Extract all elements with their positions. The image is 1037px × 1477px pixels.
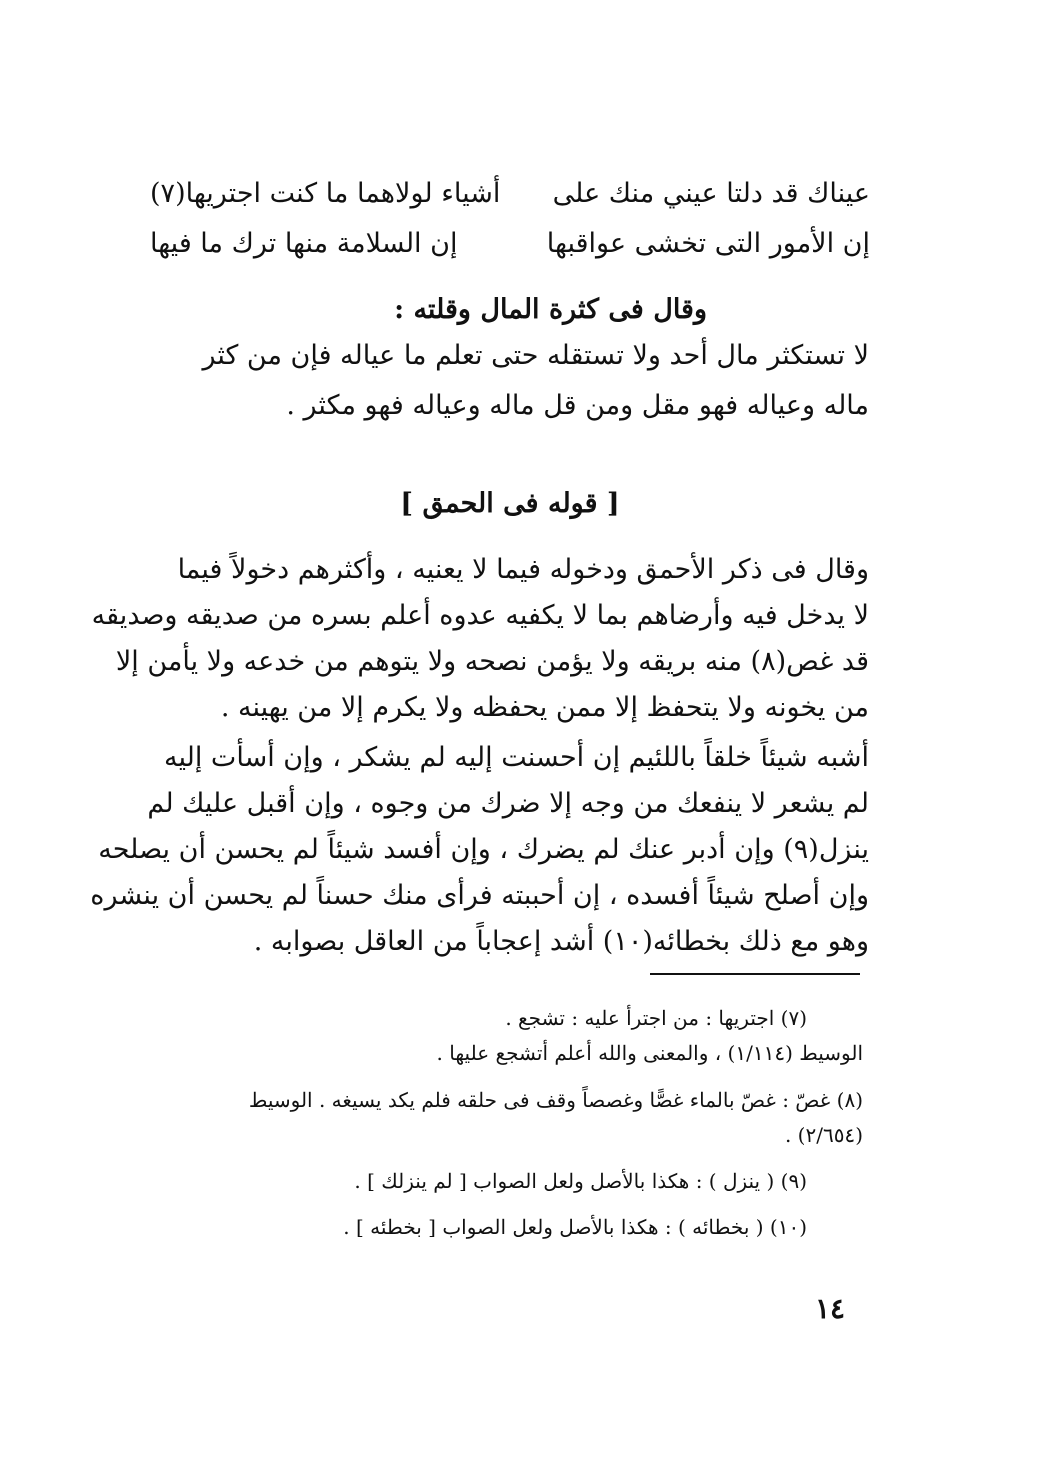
footnote-10: (١٠) ( بخطائه ) : هكذا بالأصل ولعل الصواب [ بخطئه ] . (343, 1215, 807, 1239)
footnote-8: (٨) غصّ : غصّ بالماء غصًّا وغصصاً وقف فى حلقه فلم يكد يسيغه . الوسيط (248, 1088, 863, 1112)
text-line: وقال فى ذكر الأحمق ودخوله فيما لا يعنيه ، وأكثرهم دخولاً فيما (177, 554, 869, 585)
footnote-separator (650, 973, 860, 975)
text-line: ينزل(٩) وإن أدبر عنك لم يضرك ، وإن أفسد شيئاً لم يحسن أن يصلحه (98, 834, 869, 865)
verse-1-second-hemistich: أشياء لولاهما ما كنت اجتريها(٧) (150, 178, 501, 209)
text-line: لا يدخل فيه وأرضاهم بما لا يكفيه عدوه أعلم بسره من صديقه وصديقه (91, 600, 869, 631)
poem-verse-2 (150, 222, 870, 266)
section-heading-wealth: وقال فى كثرة المال وقلته : (394, 294, 707, 325)
text-line: لم يشعر لا ينفعك من وجه إلا ضرك من وجوه ، وإن أقبل عليك لم (147, 788, 869, 819)
poem-verse-1 (150, 172, 870, 216)
text-line: من يخونه ولا يتحفظ إلا ممن يحفظه ولا يكرم إلا من يهينه . (220, 692, 869, 723)
footnote-9: (٩) ( ينزل ) : هكذا بالأصل ولعل الصواب [ لم ينزلك ] . (354, 1169, 807, 1193)
verse-2-first-hemistich: إن الأمور التى تخشى عواقبها (546, 228, 870, 259)
footnote-7-continued: الوسيط (١/١١٤) ، والمعنى والله أعلم أتشجع عليها . (436, 1041, 863, 1065)
footnote-8-continued: (٢/٦٥٤) . (784, 1123, 863, 1147)
section-heading-foolishness: [ قوله فى الحمق ] (400, 488, 620, 519)
text-line: أشبه شيئاً خلقاً باللئيم إن أحسنت إليه لم يشكر ، وإن أسأت إليه (164, 742, 869, 773)
page-number: ١٤ (815, 1292, 846, 1325)
text-line: وهو مع ذلك بخطائه(١٠) أشد إعجاباً من العاقل بصوابه . (253, 926, 869, 957)
text-line: قد غص(٨) منه بريقه ولا يؤمن نصحه ولا يتوهم من خدعه ولا يأمن إلا (115, 646, 869, 677)
text-line: وإن أصلح شيئاً أفسده ، إن أحببته فرأى منك حسناً لم يحسن أن ينشره (90, 880, 869, 911)
verse-1-first-hemistich: عيناك قد دلتا عيني منك على (552, 178, 870, 209)
footnote-7: (٧) اجتريها : من اجترأ عليه : تشجع . (505, 1006, 807, 1030)
verse-2-second-hemistich: إن السلامة منها ترك ما فيها (150, 228, 458, 259)
text-line: ماله وعياله فهو مقل ومن قل ماله وعياله فهو مكثر . (286, 390, 869, 421)
text-line: لا تستكثر مال أحد ولا تستقله حتى تعلم ما عياله فإن من كثر (202, 340, 869, 371)
